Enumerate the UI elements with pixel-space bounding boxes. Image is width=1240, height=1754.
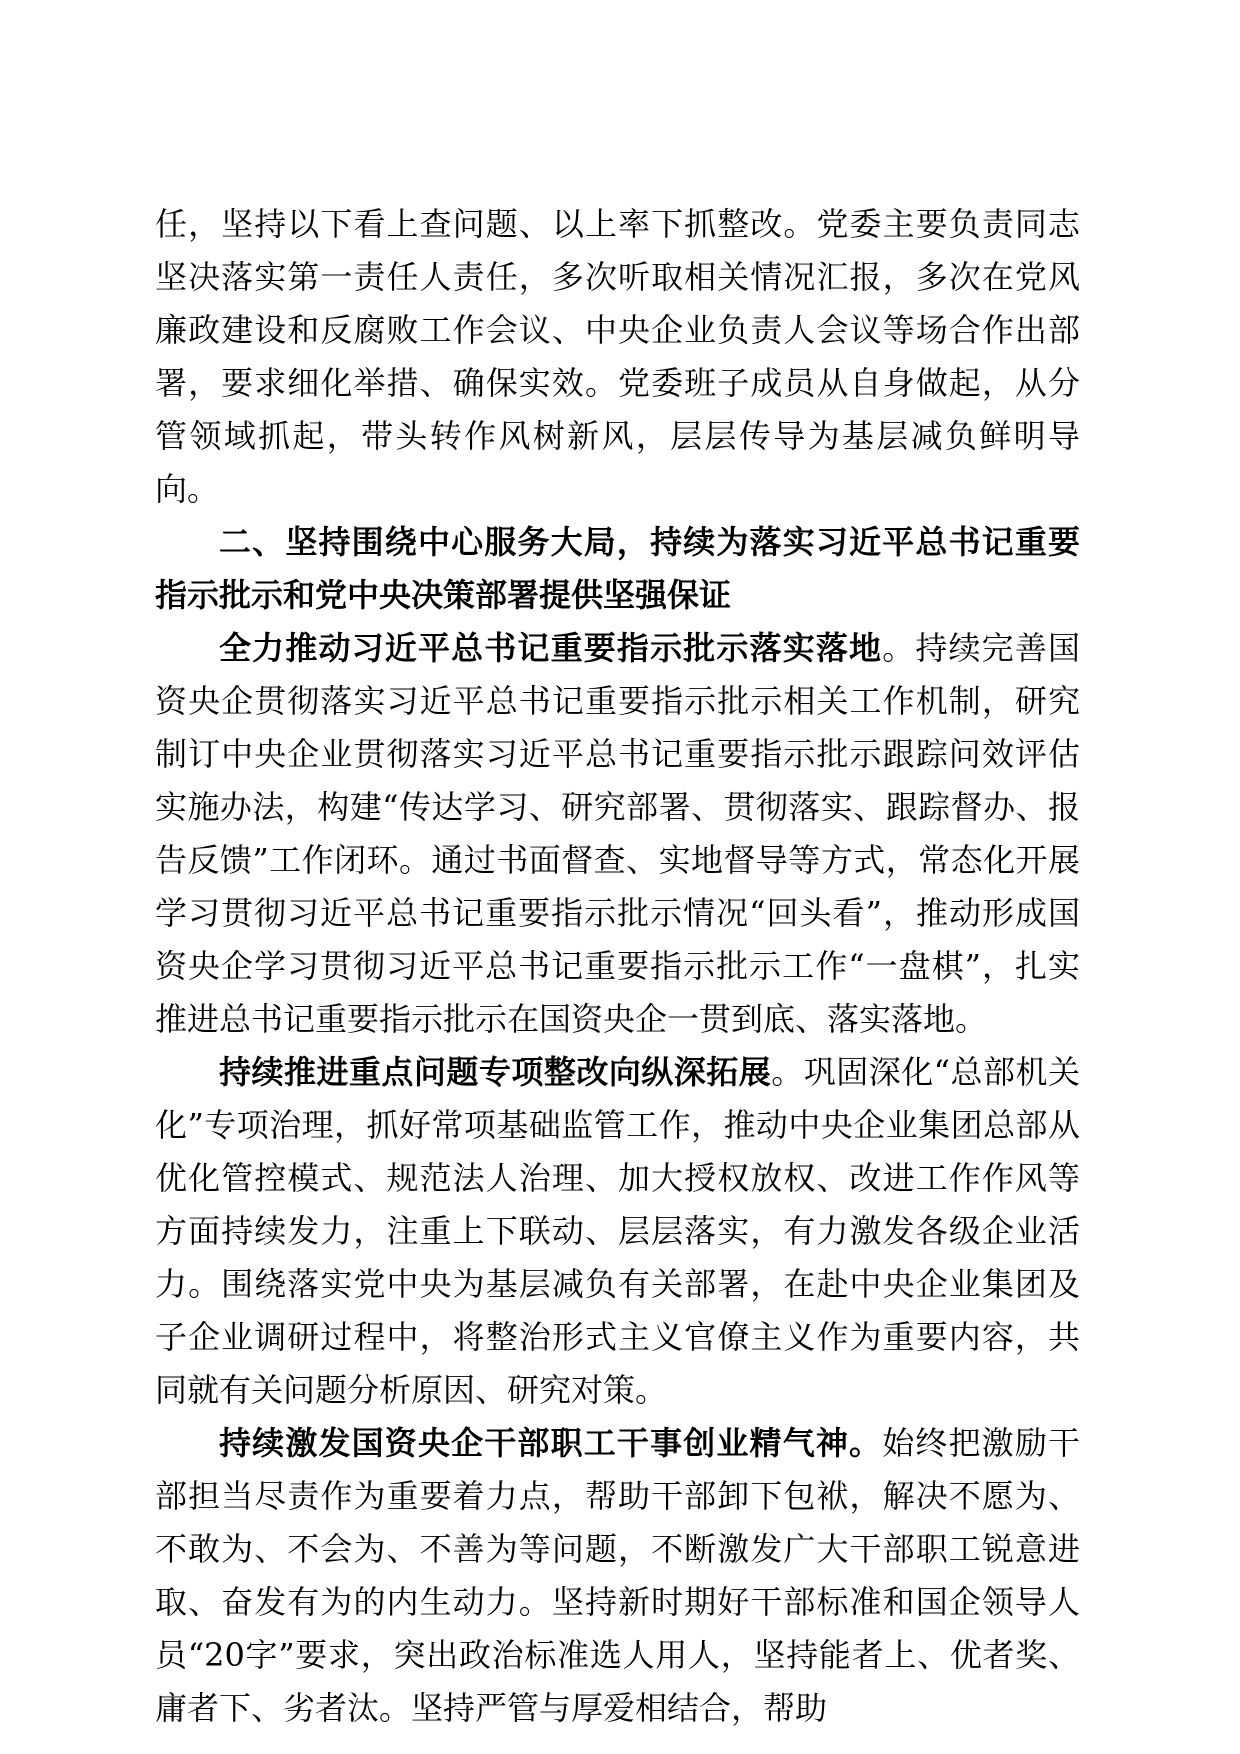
paragraph-lead: 全力推动习近平总书记重要指示批示落实落地 xyxy=(219,629,883,667)
paragraph-lead: 持续激发国资央企干部职工干事创业精气神。 xyxy=(219,1424,883,1462)
paragraph-lead: 持续推进重点问题专项整改向纵深拓展 xyxy=(219,1053,772,1091)
section-heading xyxy=(155,516,1080,622)
paragraph-motivation xyxy=(155,1417,1080,1735)
document-page xyxy=(155,198,1080,1735)
paragraph-text: 。巩固深化“总部机关化”专项治理，抓好常项基础监管工作，推动中央企业集团总部从优化管控模式、规范法人治理、加大授权放权、改进工作作风等方面持续发力，注重上下联动、层层落实，有力激发各级企业活力。围绕落实党中央为基层减负有关部署，在赴中央企业集团及子企业调研过程中，将整治形式主义官僚主义作为重要内容，共同就有关问题分析原因、研究对策。 xyxy=(155,1053,1080,1409)
paragraph-text: 始终把激励干部担当尽责作为重要着力点，帮助干部卸下包袱，解决不愿为、不敢为、不会为、不善为等问题，不断激发广大干部职工锐意进取、奋发有为的内生动力。坚持新时期好干部标准和国企领导人员“20字”要求，突出政治标准选人用人，坚持能者上、优者奖、庸者下、劣者汰。坚持严管与厚爱相结合，帮助 xyxy=(155,1424,1080,1727)
paragraph-rectification xyxy=(155,1046,1080,1417)
paragraph-continuation xyxy=(155,198,1080,516)
paragraph-instructions xyxy=(155,622,1080,1046)
paragraph-text: 任，坚持以下看上查问题、以上率下抓整改。党委主要负责同志坚决落实第一责任人责任，多次听取相关情况汇报，多次在党风廉政建设和反腐败工作会议、中央企业负责人会议等场合作出部署，要求细化举措、确保实效。党委班子成员从自身做起，从分管领域抓起，带头转作风树新风，层层传导为基层减负鲜明导向。 xyxy=(155,205,1080,508)
section-heading-text: 二、坚持围绕中心服务大局，持续为落实习近平总书记重要指示批示和党中央决策部署提供坚强保证 xyxy=(155,523,1080,614)
paragraph-text: 。持续完善国资央企贯彻落实习近平总书记重要指示批示相关工作机制，研究制订中央企业贯彻落实习近平总书记重要指示批示跟踪问效评估实施办法，构建“传达学习、研究部署、贯彻落实、跟踪督办、报告反馈”工作闭环。通过书面督查、实地督导等方式，常态化开展学习贯彻习近平总书记重要指示批示情况“回头看”，推动形成国资央企学习贯彻习近平总书记重要指示批示工作“一盘棋”，扎实推进总书记重要指示批示在国资央企一贯到底、落实落地。 xyxy=(155,629,1080,1038)
